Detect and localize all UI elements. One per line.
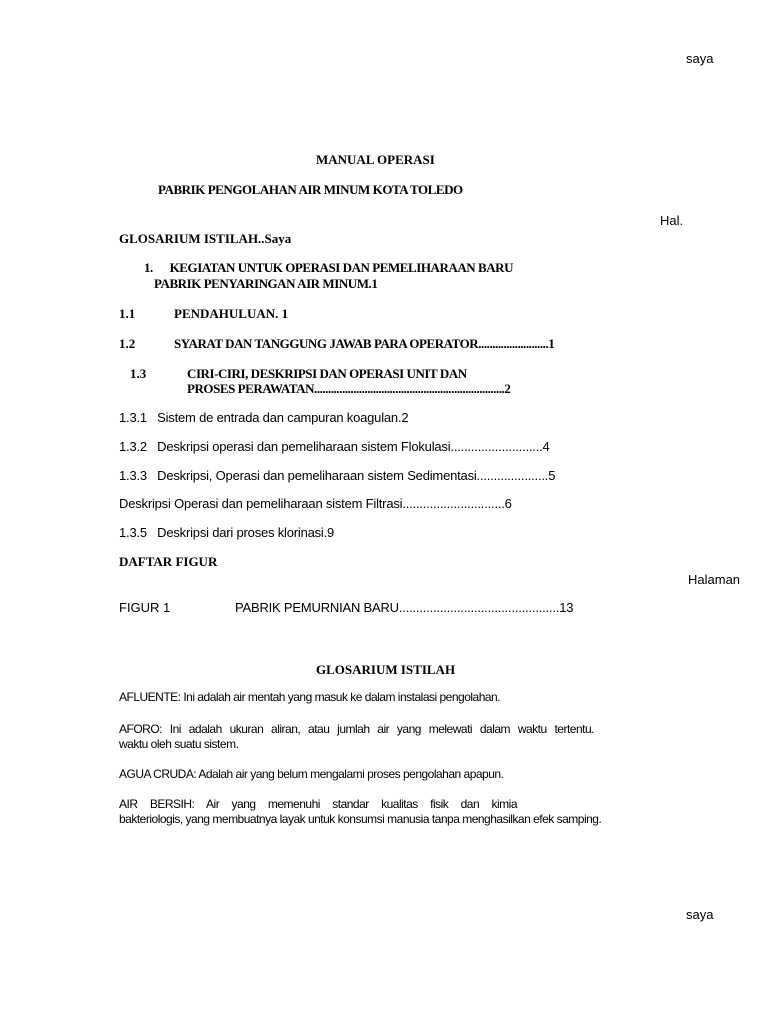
glossary-heading: GLOSARIUM ISTILAH	[316, 662, 456, 677]
glossary-afluente: AFLUENTE: Ini adalah air mentah yang masuk ke dalam instalasi pengolahan.	[119, 690, 501, 704]
toc-1-3-5: 1.3.5 Deskripsi dari proses klorinasi.9	[119, 525, 335, 540]
document-subtitle: PABRIK PENGOLAHAN AIR MINUM KOTA TOLEDO	[158, 182, 463, 197]
glossary-aforo-line1: AFORO: Ini adalah ukuran aliran, atau jumlah air yang melewati dalam waktu tertentu.	[119, 722, 594, 736]
document-title: MANUAL OPERASI	[316, 152, 435, 167]
figure-1-label: FIGUR 1	[119, 600, 171, 615]
toc-section-1-line1: 1. KEGIATAN UNTUK OPERASI DAN PEMELIHARAAN BARU	[144, 260, 514, 275]
footer-page-label: saya	[686, 907, 714, 922]
toc-1-3-3: 1.3.3 Deskripsi, Operasi dan pemeliharaan sistem Sedimentasi.....................5	[119, 468, 556, 483]
toc-glosarium: GLOSARIUM ISTILAH..Saya	[119, 231, 292, 246]
glossary-agua-cruda: AGUA CRUDA: Adalah air yang belum mengalami proses pengolahan apapun.	[119, 767, 504, 781]
toc-1-3-4: Deskripsi Operasi dan pemeliharaan sistem Filtrasi..............................6	[119, 496, 512, 511]
toc-1-1-title: PENDAHULUAN. 1	[174, 306, 289, 321]
toc-1-3-2: 1.3.2 Deskripsi operasi dan pemeliharaan sistem Flokulasi...........................4	[119, 439, 550, 454]
toc-1-3-1: 1.3.1 Sistem de entrada dan campuran koagulan.2	[119, 410, 409, 425]
toc-1-2-number: 1.2	[119, 336, 136, 351]
glossary-air-bersih-line1: AIR BERSIH: Air yang memenuhi standar kualitas fisik dan kimia	[119, 797, 517, 811]
toc-1-3-number: 1.3	[130, 366, 147, 381]
toc-section-1-line2: PABRIK PENYARINGAN AIR MINUM.1	[154, 276, 378, 291]
hal-label: Hal.	[660, 213, 684, 228]
toc-1-1-number: 1.1	[119, 306, 136, 321]
toc-1-2-title: SYARAT DAN TANGGUNG JAWAB PARA OPERATOR.........................1	[174, 336, 555, 351]
figure-1-title: PABRIK PEMURNIAN BARU...............................................13	[235, 600, 574, 615]
figures-heading: DAFTAR FIGUR	[119, 554, 218, 569]
glossary-air-bersih-line2: bakteriologis, yang membuatnya layak untuk konsumsi manusia tanpa menghasilkan efek samping.	[119, 812, 602, 826]
glossary-aforo-line2: waktu oleh suatu sistem.	[119, 737, 239, 751]
toc-1-3-line2: PROSES PERAWATAN....................................................................2	[187, 381, 511, 396]
halaman-label: Halaman	[688, 572, 741, 587]
toc-1-3-line1: CIRI-CIRI, DESKRIPSI DAN OPERASI UNIT DAN	[187, 366, 467, 381]
header-page-label: saya	[686, 51, 714, 66]
